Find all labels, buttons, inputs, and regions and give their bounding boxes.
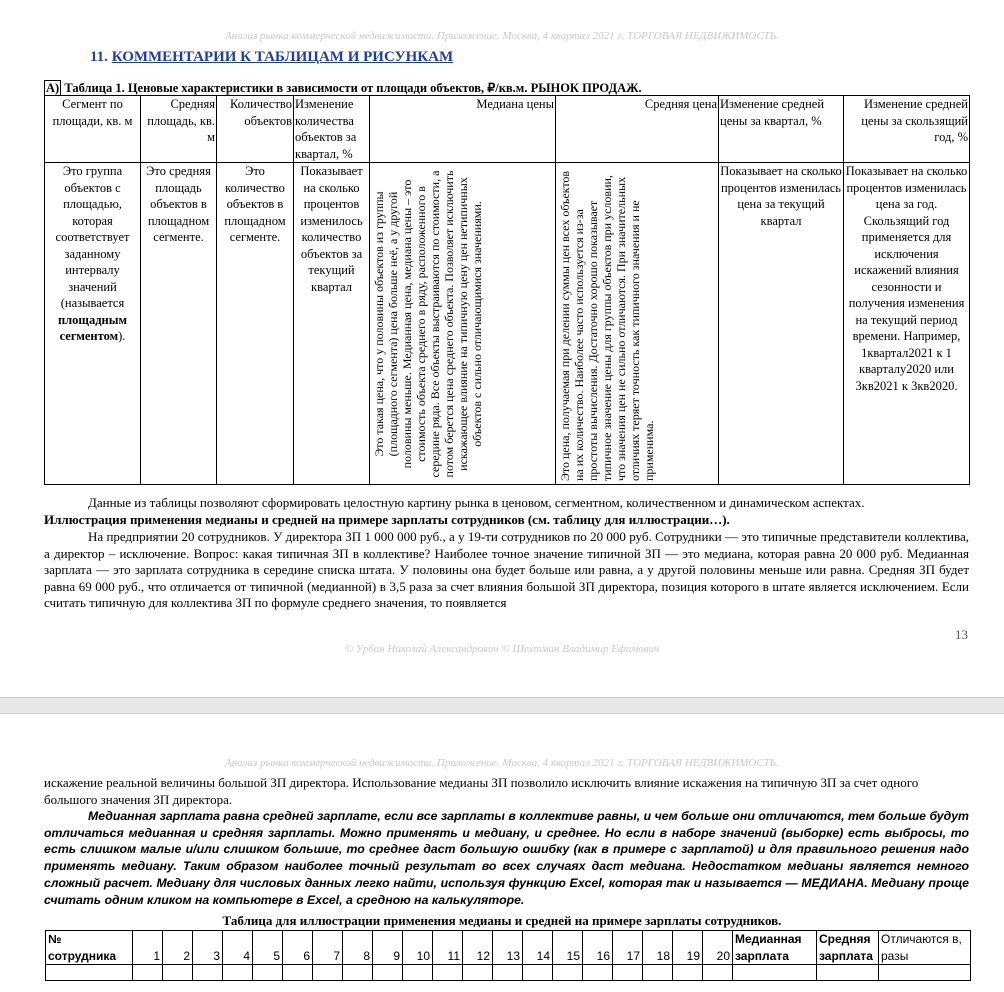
header-emp-12: 12	[463, 931, 493, 965]
header-avg-area: Средняя площадь, кв. м	[141, 96, 217, 163]
cell-count-desc: Это количество объектов в площадном сегменте.	[217, 163, 294, 485]
header-emp-17: 17	[613, 931, 643, 965]
header-segment: Сегмент по площади, кв. м	[45, 96, 141, 163]
header-emp-9: 9	[373, 931, 403, 965]
header-emp-13: 13	[493, 931, 523, 965]
header-emp-2: 2	[163, 931, 193, 965]
cell-empty	[493, 965, 523, 981]
cell-empty	[643, 965, 673, 981]
table2-body-row	[46, 965, 971, 981]
cell-empty	[523, 965, 553, 981]
running-header: Анализ рынка коммерческой недвижимости. Приложение. Москва, 4 квартал 2021 г. ТОРГОВАЯ НЕДВИЖИМОСТЬ.	[224, 757, 780, 769]
cell-empty	[463, 965, 493, 981]
cell-empty	[193, 965, 223, 981]
header-emp-20: 20	[703, 931, 733, 965]
section-title-text: КОММЕНТАРИИ К ТАБЛИЦАМ И РИСУНКАМ	[111, 49, 454, 65]
cell-empty	[253, 965, 283, 981]
header-emp-18: 18	[643, 931, 673, 965]
bold-term: площадным сегментом	[57, 312, 128, 343]
cell-mean-change-year-desc: Показывает на сколько процентов изменилась цена за год. Скользящий год применяется для исключения искажений влияния сезонности и получения изменения на текущий период времени. Например, 1квартал2021 к 1 кварталу2020 или 3кв2021 к 3кв2020.	[844, 163, 970, 485]
header-emp-14: 14	[523, 931, 553, 965]
table2-caption: Таблица для иллюстрации применения медианы и средней на примере зарплаты сотрудников.	[222, 913, 782, 928]
after-table-text: Данные из таблицы позволяют сформировать целостную картину рынка в ценовом, сегментном, количественном и динамическом аспектах.	[88, 495, 865, 510]
header-count: Количество объектов	[217, 96, 294, 163]
section-title	[90, 49, 453, 66]
cell-empty	[733, 965, 817, 981]
cell-empty	[613, 965, 643, 981]
cell-empty	[703, 965, 733, 981]
header-emp-15: 15	[553, 931, 583, 965]
section-number: 11.	[90, 49, 108, 65]
header-emp-6: 6	[283, 931, 313, 965]
cell-empty	[433, 965, 463, 981]
header-mean: Средняя цена	[556, 96, 719, 163]
cell-empty	[223, 965, 253, 981]
header-emp-3: 3	[193, 931, 223, 965]
document-page-14	[0, 713, 1004, 992]
table2-header-row	[46, 931, 971, 965]
header-count-change: Изменение количества объектов за квартал, %	[294, 96, 370, 163]
continuation-text: искажение реальной величины большой ЗП директора. Использование медианы ЗП позволило исключить влияние искажения на типичную ЗП за счет одного большого значения ЗП директора.	[44, 775, 919, 807]
table1-header-row	[45, 96, 970, 163]
cell-empty	[673, 965, 703, 981]
price-characteristics-table	[44, 95, 970, 485]
authors-footer: © Урбан Николай Александрович © Шехтман Владимир Ефимович	[344, 643, 660, 655]
table1-body-row	[45, 163, 970, 485]
header-emp-8: 8	[343, 931, 373, 965]
illustration-text: На предприятии 20 сотрудников. У директора ЗП 1 000 000 руб., а у 19-ти сотрудников по 20 000 руб. Сотрудники — это типичные представители коллектива, а директор – исключение. Вопрос: какая типичная ЗП в коллективе? Наиболее точное значение типичной ЗП — это медиана, которая равна 20 000 руб. Медианная зарплата — это зарплата сотрудника в середине списка штата. У половины она будет больше или равна, а у другой половины меньше или равна. Средняя ЗП будет равна 69 000 руб., что отличается от типичной (медианной) в 3,5 раза за счет влияния большой ЗП директора, позиция которого в штате является исключением. Если считать типичную для коллектива ЗП по формуле среднего значения, то появляется	[44, 529, 969, 610]
header-mean-salary: Средняя зарплата	[817, 931, 879, 965]
header-median: Медиана цены	[370, 96, 556, 163]
cell-empty	[373, 965, 403, 981]
cell-empty	[283, 965, 313, 981]
cell-empty	[133, 965, 163, 981]
header-emp-5: 5	[253, 931, 283, 965]
header-emp-19: 19	[673, 931, 703, 965]
cell-avg-area-desc: Это средняя площадь объектов в площадном сегменте.	[141, 163, 217, 485]
cell-count-change-desc: Показывает на сколько процентов изменилось количество объектов за текущий квартал	[294, 163, 370, 485]
header-emp-16: 16	[583, 931, 613, 965]
median-italic-paragraph: Медианная зарплата равна средней зарплате, если все зарплаты в коллективе равны, и чем больше они отличаются, тем больше будут отличаться медианная и средняя зарплаты. Можно применять и медиану, и среднее. Но если в наборе значений (выборке) есть выбросы, то есть слишком малые и/или слишком большие, то среднее даст большую ошибку (как в примере с зарплатой) и для правильного решения надо применять медиану. Таким образом наиболее точный результат во всех случаях даст медиана. Недостатком медианы является немного сложный расчет. Медиану для числовых данных легко найти, используя функцию Excel, которая так и называется — МЕДИАНА. Медиану проще считать одним кликом на компьютере в Excel, а средною на калькуляторе.	[44, 809, 969, 907]
header-mean-change-year: Изменение средней цены за скользящий год, %	[844, 96, 970, 163]
header-emp-11: 11	[433, 931, 463, 965]
cell-segment-desc: Это группа объектов с площадью, которая соответствует заданному интервалу значений (называется площадным сегментом).	[45, 163, 141, 485]
cell-empty	[583, 965, 613, 981]
header-emp-1: 1	[133, 931, 163, 965]
page-number: 13	[955, 627, 968, 642]
header-emp-10: 10	[403, 931, 433, 965]
cell-empty	[313, 965, 343, 981]
cell-empty	[553, 965, 583, 981]
cell-mean-change-quarter-desc: Показывает на сколько процентов изменилась цена за текущий квартал	[719, 163, 844, 485]
cell-empty	[403, 965, 433, 981]
table1-caption-text: Таблица 1. Ценовые характеристики в зависимости от площади объектов, ₽/кв.м. РЫНОК ПРОДАЖ.	[61, 81, 642, 95]
cell-empty	[46, 965, 133, 981]
illustration-heading: Иллюстрация применения медианы и средней на примере зарплаты сотрудников (см. таблицу для иллюстрации…).	[44, 512, 730, 527]
cell-empty	[879, 965, 971, 981]
header-emp-7: 7	[313, 931, 343, 965]
header-emp-4: 4	[223, 931, 253, 965]
cell-empty	[343, 965, 373, 981]
table1-caption-prefix: А)	[46, 81, 60, 95]
header-median-salary: Медианная зарплата	[733, 931, 817, 965]
cell-mean-desc: Это цена, получаемая при делении суммы цен всех объектов на их количество. Наиболее часто используется из-за простоты вычисления. Достаточно хорошо показывает типичное значение цены для группы объектов при условии, что значения цен не сильно отличаются. При значительных отличиях теряет точность как типичного значения и не применима.	[556, 163, 719, 485]
header-employee-number: № сотрудника	[46, 931, 133, 965]
cell-median-desc: Это такая цена, что у половины объектов из группы (площадного сегмента) цена больше неё, а у другой половины меньше. Медианная цена, медиана цены – это стоимость объекта среднего в ряду, расположенного в середине ряда. Все объекты выстраиваются по стоимости, а потом берется цена среднего объекта. Позволяет исключить искажающее влияние на типичную цену цен нетипичных объектов с сильно отличающимися значениями.	[370, 163, 556, 485]
header-difference: Отличаются в, разы	[879, 931, 971, 965]
header-mean-change-quarter: Изменение средней цены за квартал, %	[719, 96, 844, 163]
cell-empty	[817, 965, 879, 981]
cell-empty	[163, 965, 193, 981]
running-header: Анализ рынка коммерческой недвижимости. Приложение. Москва, 4 квартал 2021 г. ТОРГОВАЯ НЕДВИЖИМОСТЬ.	[224, 30, 780, 42]
table1-caption	[44, 80, 969, 96]
salary-table	[45, 930, 971, 981]
